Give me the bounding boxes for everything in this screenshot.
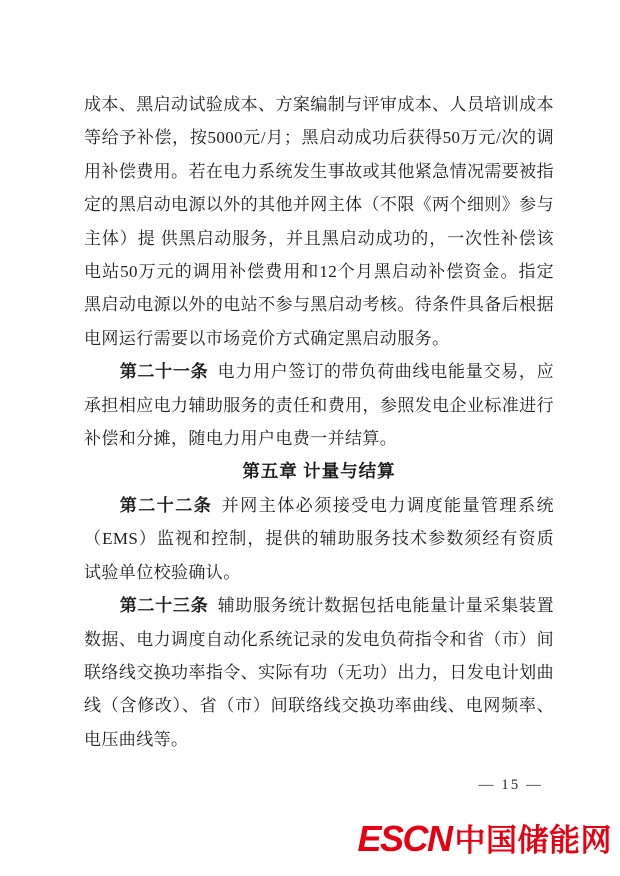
paragraph-continuation bbox=[84, 88, 554, 355]
paragraph-article-22 bbox=[84, 489, 554, 589]
escn-logo bbox=[357, 818, 612, 859]
paragraph-text: 辅助服务统计数据包括电能量计量采集装置数据、电力调度自动化系统记录的发电负荷指令和省（市）间联络线交换功率指令、实际有功（无功）出力，日发电计划曲线（含修改）、省（市）间联络线交换功率曲线、电网频率、电压曲线等。 bbox=[84, 596, 554, 749]
page-number: — 15 — bbox=[478, 777, 543, 793]
paragraph-article-23 bbox=[84, 589, 554, 756]
paragraph-article-21 bbox=[84, 355, 554, 455]
paragraph-text: 成本、黑启动试验成本、方案编制与评审成本、人员培训成本等给予补偿，按5000元/月；黑启动成功后获得50万元/次的调用补偿费用。若在电力系统发生事故或其他紧急情况需要被指定的黑启动电源以外的其他并网主体（不限《两个细则》参与主体）提 供黑启动服务，并且黑启动成功的，一次性补偿该电站50万元的调用补偿费用和12个月黑启动补偿资金。指定黑启动电源以外的电站不参与黑启动考核。待条件具备后根据电网运行需要以市场竞价方式确定黑启动服务。 bbox=[84, 95, 554, 348]
article-21-number-label: 第二十一条 bbox=[119, 362, 209, 382]
escn-logo-chinese-text: 中国储能网 bbox=[454, 823, 612, 858]
chapter-5-heading: 第五章 计量与结算 bbox=[242, 461, 396, 482]
paragraph-text: 并网主体必须接受电力调度能量管理系统（EMS）监视和控制，提供的辅助服务技术参数须经有资质试验单位校验确认。 bbox=[84, 495, 555, 582]
escn-logo-latin-text: ESCN bbox=[357, 818, 452, 859]
document-body bbox=[84, 88, 554, 756]
article-22-number-label: 第二十二条 bbox=[119, 495, 213, 515]
paragraph-text: 电力用户签订的带负荷曲线电能量交易，应承担相应电力辅助服务的责任和费用，参照发电企业标准进行补偿和分摊，随电力用户电费一并结算。 bbox=[84, 362, 554, 449]
article-23-number-label: 第二十三条 bbox=[119, 596, 209, 616]
